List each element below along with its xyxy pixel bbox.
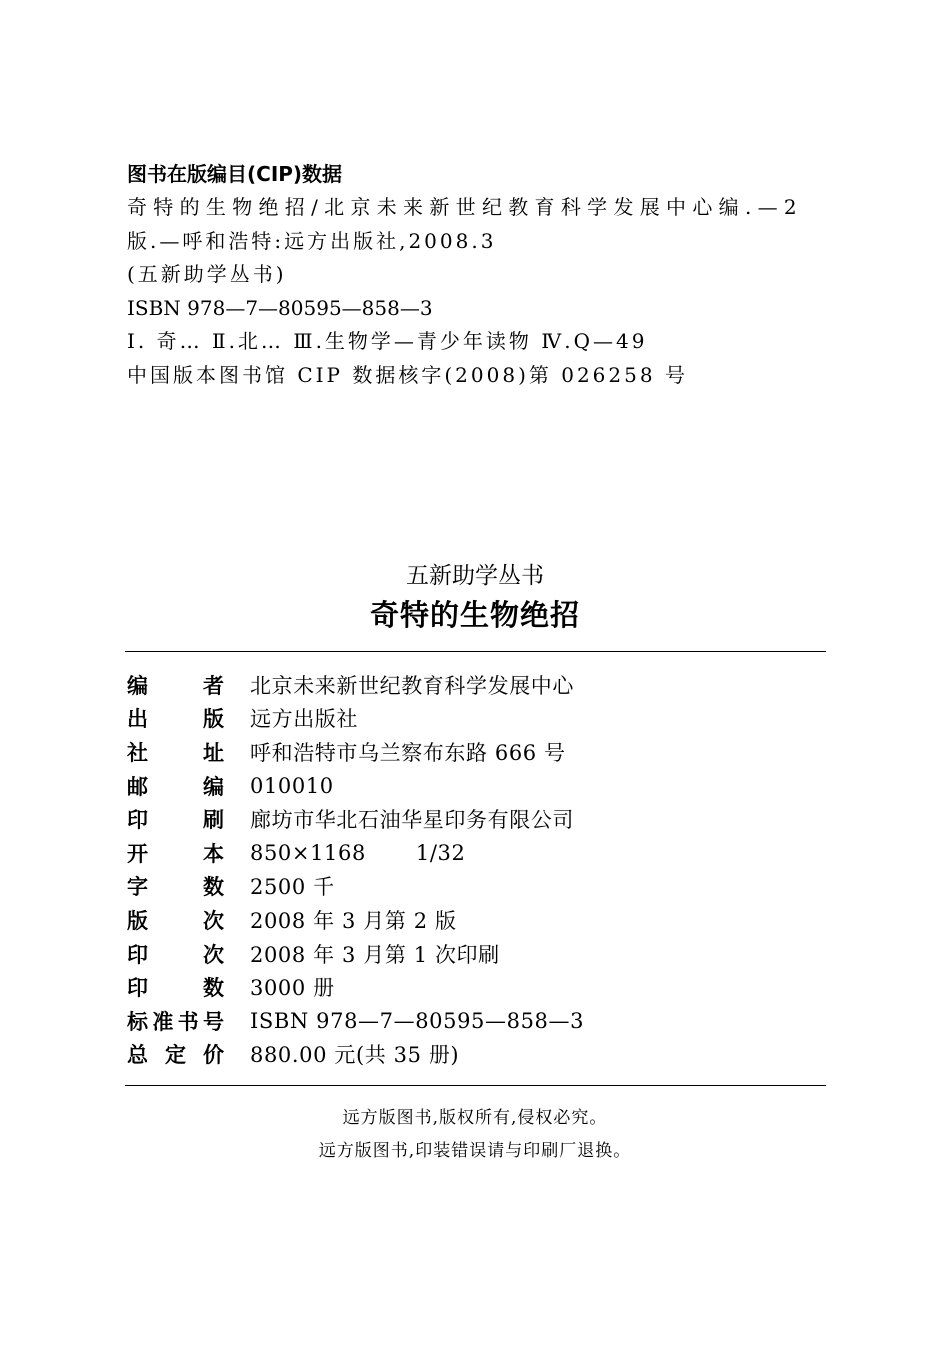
info-row-print-run [127,970,827,1004]
cip-line-isbn: ISBN 978—7—80595—858—3 [127,295,433,320]
info-label: 开 本 [127,841,224,866]
info-label: 总 定 价 [127,1043,224,1068]
info-row-publisher [127,702,827,736]
info-label: 印 刷 [127,808,224,833]
cip-line-classification: Ⅰ. 奇… Ⅱ.北… Ⅲ.生物学—青少年读物 Ⅳ.Q—49 [127,329,648,353]
info-label: 字 数 [127,875,224,900]
info-row-total-price [127,1038,827,1072]
info-row-format [127,836,827,870]
cip-line-record-number: 中国版本图书馆 CIP 数据核字(2008)第 026258 号 [127,362,688,387]
format-size: 850×1168 [250,840,366,865]
info-label: 出 版 [127,707,224,732]
replacement-notice: 远方版图书,印装错误请与印刷厂退换。 [318,1141,632,1161]
cip-line-series: (五新助学丛书) [127,262,287,286]
info-value: ISBN 978—7—80595—858—3 [250,1008,585,1033]
publication-info-table [127,668,827,1071]
info-value: 2008 年 3 月第 1 次印刷 [250,942,500,967]
info-value: 远方出版社 [250,707,358,732]
copyright-notice: 远方版图书,版权所有,侵权必究。 [342,1108,608,1128]
cip-line-edition: 版.—呼和浩特:远方出版社,2008.3 [127,228,497,253]
info-value [250,841,465,865]
info-label: 标准书号 [127,1009,224,1034]
info-row-word-count [127,870,827,904]
info-value: 呼和浩特市乌兰察布东路 666 号 [250,740,566,765]
info-label: 邮 编 [127,774,224,799]
info-label: 印 次 [127,942,224,967]
cip-heading: 图书在版编目(CIP)数据 [127,162,343,186]
info-row-postcode [127,769,827,803]
cip-data-block [127,158,827,392]
info-label: 编 者 [127,673,224,698]
format-fold: 1/32 [415,840,466,865]
cip-line-title: 奇特的生物绝招/北京未来新世纪教育科学发展中心编.—2 [127,195,803,219]
info-value: 010010 [250,773,334,798]
info-row-edition [127,903,827,937]
info-label: 社 址 [127,740,224,765]
info-value: 廊坊市华北石油华星印务有限公司 [250,808,574,833]
info-value: 880.00 元(共 35 册) [250,1043,460,1068]
info-row-printer [127,802,827,836]
bottom-rule [125,1085,826,1086]
info-row-printing [127,937,827,971]
info-row-isbn [127,1004,827,1038]
info-value: 2500 千 [250,875,335,900]
book-title: 奇特的生物绝招 [369,598,580,632]
info-value: 2008 年 3 月第 2 版 [250,908,457,933]
info-value: 3000 册 [250,976,335,1001]
info-row-editor [127,668,827,702]
info-label: 印 数 [127,976,224,1001]
series-name: 五新助学丛书 [406,563,544,589]
info-value: 北京未来新世纪教育科学发展中心 [250,673,574,698]
info-label: 版 次 [127,908,224,933]
top-rule [125,651,826,652]
info-row-address [127,735,827,769]
